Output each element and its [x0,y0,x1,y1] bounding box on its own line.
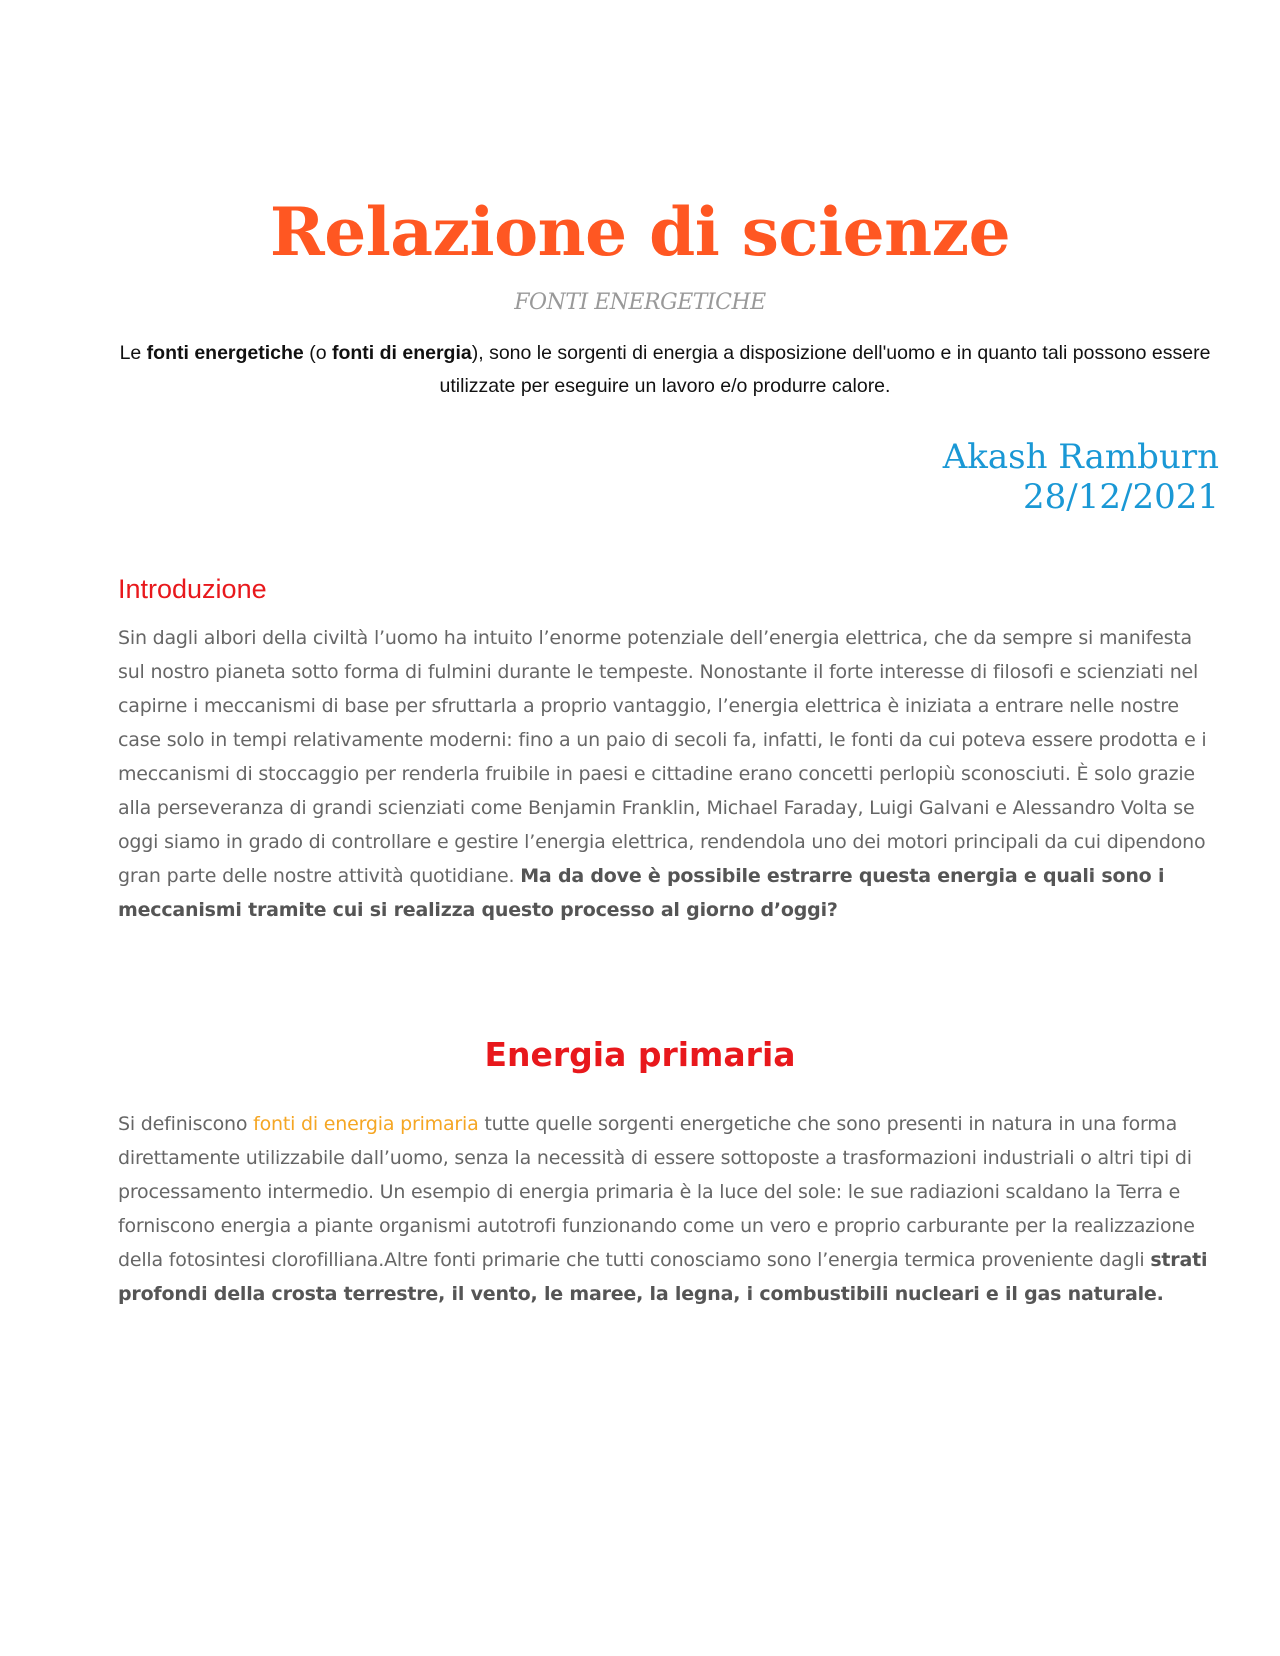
page-subtitle: FONTI ENERGETICHE [514,290,766,315]
section-heading-energia-primaria: Energia primaria [484,1035,796,1074]
primaria-text-after: tutte quelle sorgenti energetiche che sono presenti in natura in una forma direttamente utilizzabile dall’uomo, senza la necessità di essere sottoposte a trasformazioni industriali o altri tipi di processamento intermedio. Un esempio di energia primaria è la luce del sole: le sue radiazioni scaldano la Terra e forniscono energia a piante organismi autotrofi funzionando come un vero e proprio carburante per la realizzazione della fotosintesi clorofilliana.Altre fonti primarie che tutti conosciamo sono l’energia termica proveniente dagli [118,1113,1195,1271]
intro-mid: (o [303,342,332,364]
page-title: Relazione di scienze [269,193,1011,271]
primaria-text-before: Si definiscono [118,1113,254,1135]
paragraph-introduzione [118,621,1214,927]
introduzione-bold-question: Ma da dove è possibile estrarre questa energia e quali sono i meccanismi tramite cui si realizza questo processo al giorno d’oggi? [118,865,1165,921]
intro-prefix: Le [119,342,147,364]
author-block [943,437,1219,517]
paragraph-energia-primaria [118,1107,1214,1311]
section-heading-introduzione: Introduzione [118,574,267,604]
intro-summary [118,337,1212,403]
intro-bold-fonti-di-energia: fonti di energia [331,342,472,364]
primaria-bold-end: strati profondi della crosta terrestre, il vento, le maree, la legna, i combustibili nucleari e il gas naturale. [118,1249,1208,1305]
document-date: 28/12/2021 [1023,477,1219,517]
introduzione-body-text: Sin dagli albori della civiltà l’uomo ha intuito l’enorme potenziale dell’energia elettrica, che da sempre si manifesta sul nostro pianeta sotto forma di fulmini durante le tempeste. Nonostante il forte interesse di filosofi e scienziati nel capirne i meccanismi di base per sfruttarla a proprio vantaggio, l’energia elettrica è iniziata a entrare nelle nostre case solo in tempi relativamente moderni: fino a un paio di secoli fa, infatti, le fonti da cui poteva essere prodotta e i meccanismi di stoccaggio per renderla fruibile in paesi e cittadine erano concetti perlopiù sconosciuti. È solo grazie alla perseveranza di grandi scienziati come Benjamin Franklin, Michael Faraday, Luigi Galvani e Alessandro Volta se oggi siamo in grado di controllare e gestire l’energia elettrica, rendendola uno dei motori principali da cui dipendono gran parte delle nostre attività quotidiane. [118,627,1207,887]
author-name: Akash Ramburn [942,437,1219,477]
intro-rest: ), sono le sorgenti di energia a disposizione dell'uomo e in quanto tali possono essere utilizzate per eseguire un lavoro e/o produrre calore. [439,342,1211,397]
intro-bold-fonti-energetiche: fonti energetiche [146,342,304,364]
primaria-highlight-link: fonti di energia primaria [253,1113,479,1135]
